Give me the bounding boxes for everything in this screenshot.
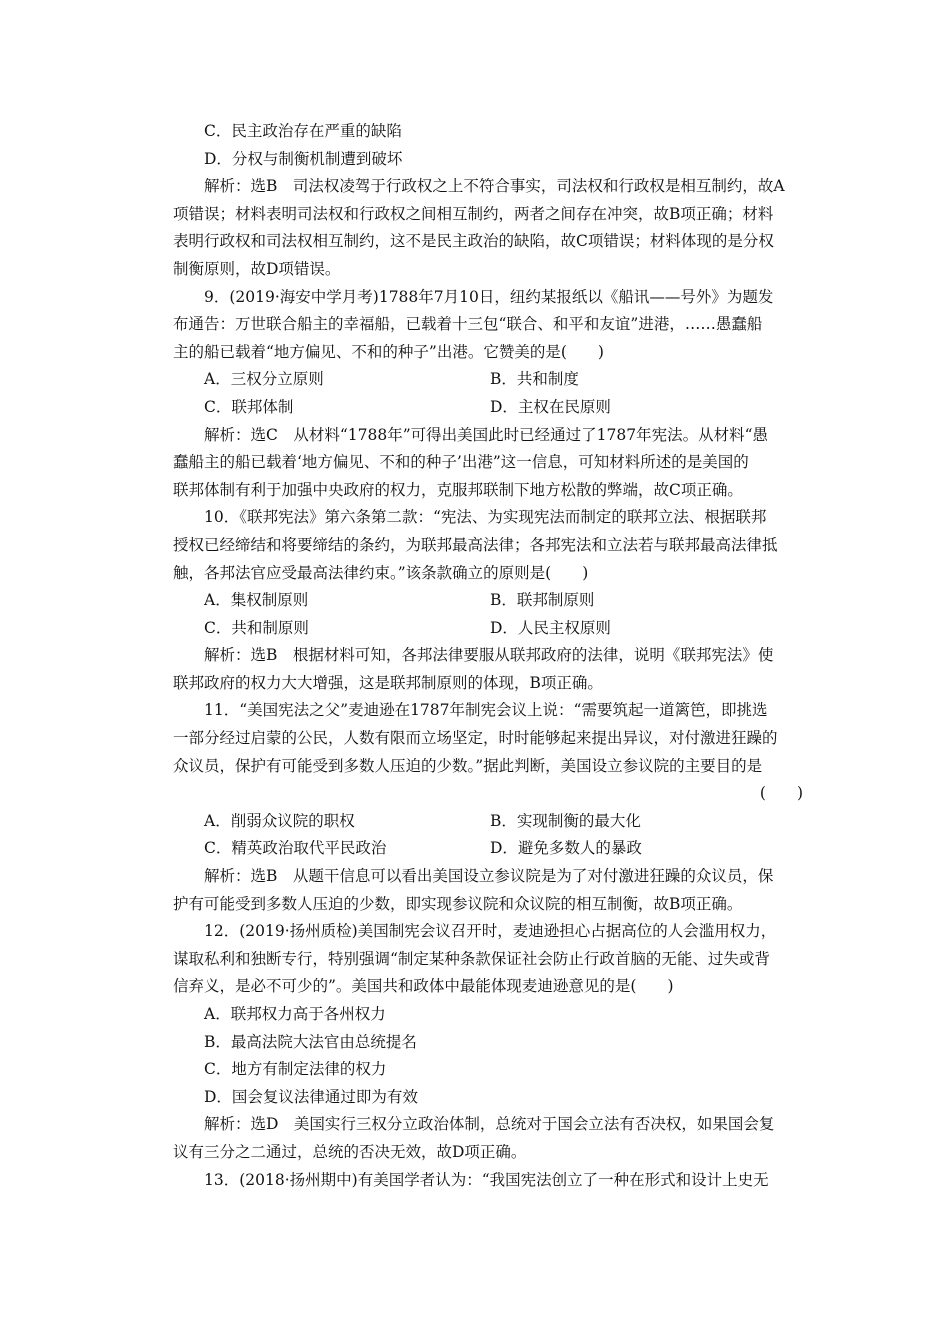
option-b: B．共和制度 xyxy=(490,370,579,389)
option-b: B．最高法院大法官由总统提名 xyxy=(204,1032,417,1051)
question-12-stem: 12．(2019·扬州质检)美国制宪会议召开时，麦迪逊担心占据高位的人会滥用权力， xyxy=(204,922,777,941)
question-9-options-row xyxy=(173,394,809,422)
question-11-stem: 众议员，保护有可能受到多数人压迫的少数。”据此判断，美国设立参议院的主要目的是 xyxy=(173,756,763,775)
question-12-analysis: 议有三分之二通过，总统的否决无效，故D项正确。 xyxy=(173,1142,527,1161)
option-c: C．共和制原则 xyxy=(204,618,309,637)
question-10-stem: 10．《联邦宪法》第六条第二款：“宪法、为实现宪法而制定的联邦立法、根据联邦 xyxy=(204,508,767,527)
question-10-stem: 授权已经缔结和将要缔结的条约，为联邦最高法律；各邦宪法和立法若与联邦最高法律抵 xyxy=(173,535,778,554)
question-9-options-row xyxy=(173,366,809,394)
question-13-stem: 13．(2018·扬州期中)有美国学者认为：“我国宪法创立了一种在形式和设计上史无 xyxy=(204,1170,769,1189)
question-12-stem: 信弃义，是必不可少的”。美国共和政体中最能体现麦迪逊意见的是( ) xyxy=(173,977,674,996)
answer-blank: ( ) xyxy=(759,784,803,803)
question-12-analysis: 解析：选D 美国实行三权分立政治体制，总统对于国会立法有否决权，如果国会复 xyxy=(204,1115,775,1134)
question-10-analysis: 解析：选B 根据材料可知，各邦法律要服从联邦政府的法律，说明《联邦宪法》使 xyxy=(204,646,774,665)
question-10-stem: 触，各邦法官应受最高法律约束。”该条款确立的原则是( ) xyxy=(173,563,589,582)
question-9-stem: 主的船已载着“地方偏见、不和的种子”出港。它赞美的是( ) xyxy=(173,342,604,361)
question-10-analysis: 联邦政府的权力大大增强，这是联邦制原则的体现，B项正确。 xyxy=(173,673,603,692)
question-9-analysis: 蠢船主的船已载着‘地方偏见、不和的种子’出港”这一信息，可知材料所述的是美国的 xyxy=(173,453,749,472)
page-content xyxy=(173,118,809,1194)
option-c: C．地方有制定法律的权力 xyxy=(204,1060,387,1079)
question-11-analysis: 护有可能受到多数人压迫的少数，即实现参议院和众议院的相互制衡，故B项正确。 xyxy=(173,894,743,913)
question-11-analysis: 解析：选B 从题干信息可以看出美国设立参议院是为了对付激进狂躁的众议员，保 xyxy=(204,867,774,886)
question-10-options-row xyxy=(173,615,809,643)
question-10-options-row xyxy=(173,587,809,615)
option-b: B．实现制衡的最大化 xyxy=(490,811,641,830)
question-11-options-row xyxy=(173,835,809,863)
option-d: D．国会复议法律通过即为有效 xyxy=(204,1087,418,1106)
option-c: C．精英政治取代平民政治 xyxy=(204,839,387,858)
question-11-stem: 11．“美国宪法之父”麦迪逊在1787年制宪会议上说：“需要筑起一道篱笆，即挑选 xyxy=(204,701,768,720)
question-12-stem: 谋取私利和独断专行，特别强调“制定某种条款保证社会防止行政首脑的无能、过失或背 xyxy=(173,949,770,968)
option-a: A．集权制原则 xyxy=(204,591,309,610)
question-9-stem: 布通告：万世联合船主的幸福船，已载着十三包“联合、和平和友谊”进港，……愚蠢船 xyxy=(173,315,763,334)
option-b: B．联邦制原则 xyxy=(490,591,595,610)
option-a: A．联邦权力高于各州权力 xyxy=(204,1005,386,1023)
question-9-analysis: 联邦体制有利于加强中央政府的权力，克服邦联制下地方松散的弊端，故C项正确。 xyxy=(173,480,743,499)
option-d: D．分权与制衡机制遭到破坏 xyxy=(204,149,403,168)
option-d: D．主权在民原则 xyxy=(490,397,611,416)
analysis-line: 制衡原则，故D项错误。 xyxy=(173,259,341,278)
question-11-options-row xyxy=(173,808,809,836)
analysis-line: 项错误；材料表明司法权和行政权之间相互制约，两者之间存在冲突，故B项正确；材料 xyxy=(173,204,774,223)
option-a: A．削弱众议院的职权 xyxy=(204,811,355,830)
question-9-analysis: 解析：选C 从材料“1788年”可得出美国此时已经通过了1787年宪法。从材料“愚 xyxy=(204,425,769,444)
option-c: C．民主政治存在严重的缺陷 xyxy=(204,122,402,140)
analysis-line: 表明行政权和司法权相互制约，这不是民主政治的缺陷，故C项错误；材料体现的是分权 xyxy=(173,232,774,251)
option-d: D．人民主权原则 xyxy=(490,618,611,637)
option-a: A．三权分立原则 xyxy=(204,370,324,389)
question-11-stem: 一部分经过启蒙的公民，人数有限而立场坚定，时时能够起来提出异议，对付激进狂躁的 xyxy=(173,729,778,748)
option-d: D．避免多数人的暴政 xyxy=(490,839,642,858)
option-c: C．联邦体制 xyxy=(204,397,294,416)
question-9-stem: 9．(2019·海安中学月考)1788年7月10日，纽约某报纸以《船讯——号外》为题发 xyxy=(204,287,774,306)
analysis-line: 解析：选B 司法权凌驾于行政权之上不符合事实，司法权和行政权是相互制约，故A xyxy=(204,177,785,196)
